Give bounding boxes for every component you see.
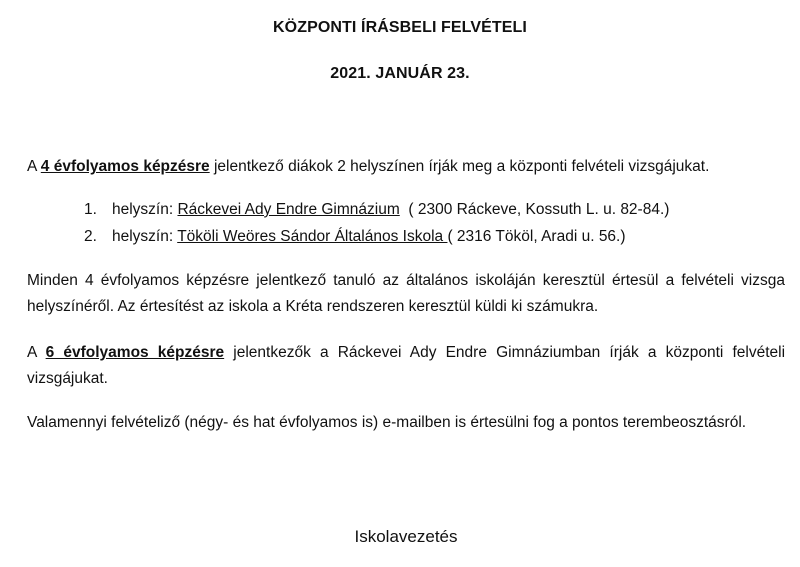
four-year-highlight: 4 évfolyamos képzésre: [40, 158, 210, 175]
location-name: Ráckevei Ady Endre Gimnázium: [177, 201, 400, 218]
intro-rest: jelentkező diákok 2 helyszínen írják meg a központi felvételi vizsgájukat.: [209, 158, 710, 175]
exam-date: 2021. JANUÁR 23.: [330, 65, 470, 82]
six-year-prefix: A: [27, 344, 46, 361]
six-year-highlight: 6 évfolyamos képzésre: [45, 344, 225, 361]
location-label: helyszín:: [112, 201, 178, 218]
signature: Iskolavezetés: [354, 527, 458, 546]
notice-paragraph: Minden 4 évfolyamos képzésre jelentkező tanuló az általános iskoláján keresztül értesül a felvételi vizsga helyszínéről. Az értesítést az iskola a Kréta rendszeren keresztül küldi ki számukra.: [27, 272, 785, 315]
location-name: Tököli Weöres Sándor Általános Iskola: [177, 228, 448, 245]
list-number: 2.: [84, 228, 97, 245]
list-number: 1.: [84, 201, 97, 218]
location-address: ( 2316 Tököl, Aradi u. 56.): [447, 228, 626, 245]
location-address: ( 2300 Ráckeve, Kossuth L. u. 82-84.): [399, 201, 670, 218]
six-year-rest: jelentkezők a Ráckevei Ady Endre Gimnáziumban írják a központi felvételi vizsgájukat.: [27, 344, 786, 387]
intro-paragraph: [27, 154, 785, 180]
document-title: KÖZPONTI ÍRÁSBELI FELVÉTELI: [273, 19, 527, 36]
list-item: [84, 196, 669, 223]
location-label: helyszín:: [112, 228, 178, 245]
six-year-paragraph: [27, 340, 785, 392]
intro-prefix: A: [27, 158, 41, 175]
list-item: [84, 223, 669, 250]
email-notice-paragraph: Valamennyi felvételiző (négy- és hat évfolyamos is) e-mailben is értesülni fog a pontos terembeosztásról.: [27, 414, 747, 431]
location-list: [84, 196, 669, 250]
